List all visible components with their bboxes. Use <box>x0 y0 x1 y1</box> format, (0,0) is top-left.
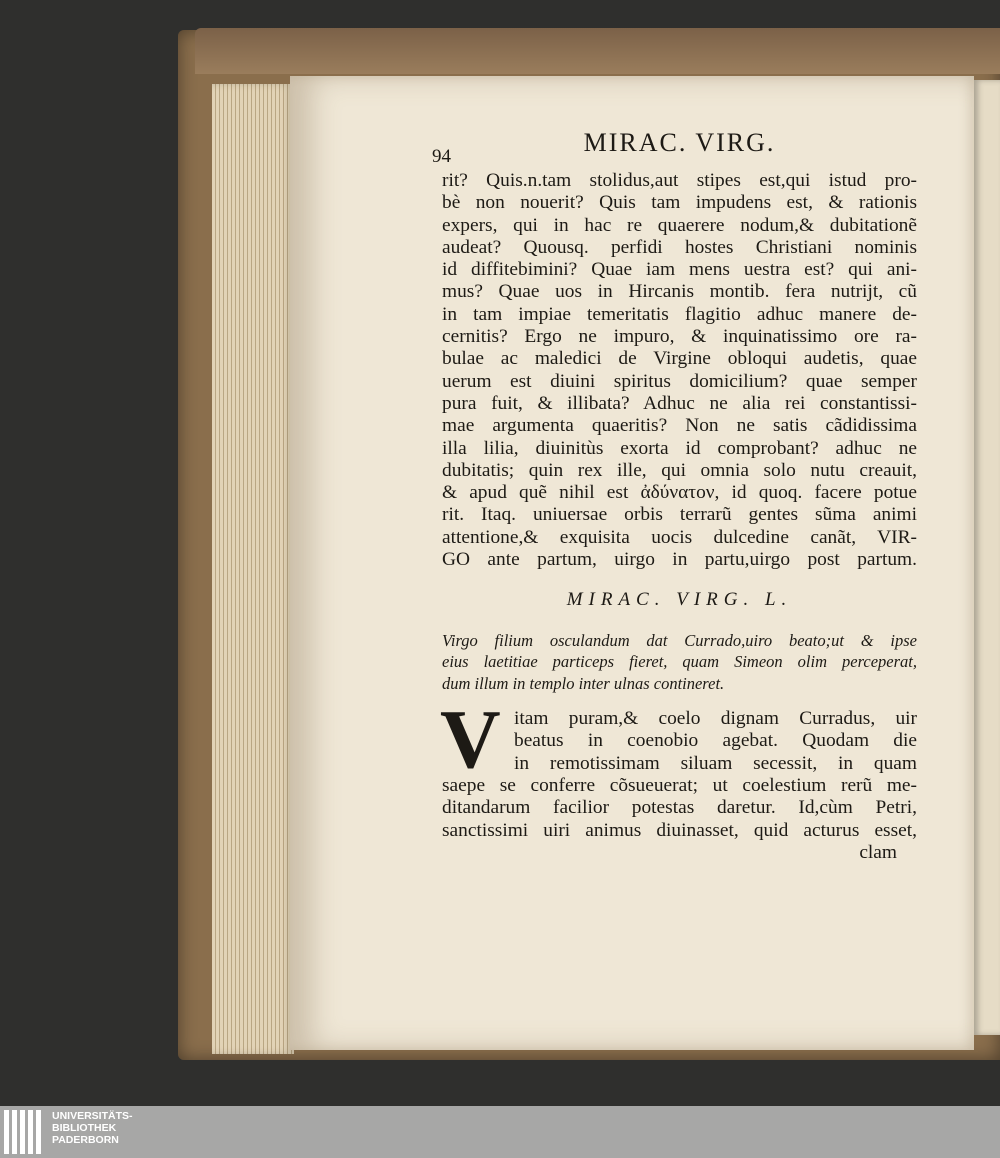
drop-cap: V <box>440 693 501 787</box>
logo-line: BIBLIOTHEK <box>52 1122 117 1134</box>
body-line: & apud quẽ nihil est ἀδύνατον, id quoq. facere potue <box>442 482 917 504</box>
body-line: pura fuit, & illibata? Adhuc ne alia rei constantissi- <box>442 392 917 414</box>
body-text <box>442 170 917 571</box>
section-title: MIRAC. VIRG. L. <box>566 589 793 611</box>
body-line: bulae ac maledici de Virgine obloqui audetis, quae <box>442 348 917 370</box>
para-line: ditandarum facilior potestas daretur. Id,cùm Petri, <box>442 797 917 819</box>
para-line: in remotissimam siluam secessit, in quam <box>514 752 917 774</box>
library-logo-icon <box>4 1110 46 1154</box>
chapter-paragraph <box>440 693 917 864</box>
para-line: saepe se conferre cõsueuerat; ut coelestium rerũ me- <box>442 775 917 797</box>
body-line: illa lilia, diuinitùs exorta id comprobant? adhuc ne <box>442 437 917 459</box>
chapter-summary <box>442 630 917 695</box>
page-edges <box>212 84 294 1054</box>
book-page <box>290 76 974 1050</box>
summary-line: Virgo filium osculandum dat Currado,uiro beato;ut & ipse <box>442 630 917 650</box>
book-cover-top-edge <box>195 28 1000 74</box>
library-logo-text <box>52 1110 133 1146</box>
body-line: rit? Quis.n.tam stolidus,aut stipes est,qui istud pro- <box>442 170 917 191</box>
body-line: expers, qui in hac re quaerere nodum,& dubitationẽ <box>442 214 917 236</box>
body-line: cernitis? Ergo ne impuro, & inquinatissimo ore ra- <box>442 326 917 348</box>
body-line: mae argumenta quaeritis? Non ne satis cãdidissima <box>442 415 917 437</box>
logo-line: PADERBORN <box>52 1134 119 1146</box>
para-line: beatus in coenobio agebat. Quodam die <box>514 730 917 752</box>
body-line: uerum est diuini spiritus domicilium? quae semper <box>442 370 917 392</box>
logo-line: UNIVERSITÄTS- <box>52 1110 133 1122</box>
body-line: GO ante partum, uirgo in partu,uirgo post partum. <box>442 549 917 571</box>
catchword: clam <box>859 841 897 863</box>
body-line: dubitatis; quin rex ille, qui omnia solo nutu creauit, <box>442 459 917 481</box>
body-line: mus? Quae uos in Hircanis montib. fera nutrijt, cũ <box>442 281 917 303</box>
running-head: MIRAC. VIRG. <box>583 128 776 157</box>
facing-page-edge <box>974 80 1000 1035</box>
body-line: rit. Itaq. uniuersae orbis terrarũ gentes sũma animi <box>442 504 917 526</box>
library-footer <box>0 1106 1000 1158</box>
page-header <box>432 128 917 167</box>
body-line: audeat? Quousq. perfidi hostes Christiani nominis <box>442 236 917 258</box>
page-text <box>432 128 917 864</box>
para-line: sanctissimi uiri animus diuinasset, quid acturus esset, <box>442 819 917 841</box>
body-line: attentione,& exquisita uocis dulcedine canãt, VIR- <box>442 526 917 548</box>
body-line: id diffitebimini? Quae iam mens uestra est? qui ani- <box>442 259 917 281</box>
summary-line: dum illum in templo inter ulnas contineret. <box>442 673 725 693</box>
body-line: bè non nouerit? Quis tam impudens est, & rationis <box>442 192 917 214</box>
body-line: in tam impiae temeritatis flagitio adhuc manere de- <box>442 303 917 325</box>
para-line: itam puram,& coelo dignam Curradus, uir <box>514 708 917 730</box>
summary-line: eius laetitiae particeps fieret, quam Simeon olim perceperat, <box>442 652 917 672</box>
page-number: 94 <box>432 146 451 167</box>
